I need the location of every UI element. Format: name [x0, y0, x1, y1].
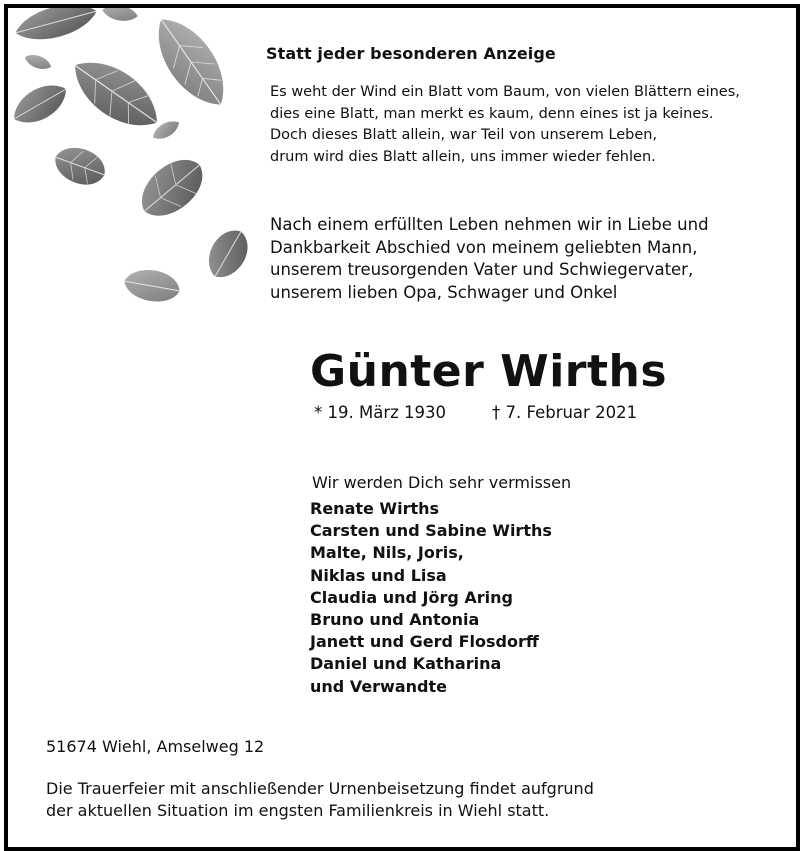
obituary-card — [4, 4, 800, 851]
poem-line: Es weht der Wind ein Blatt vom Baum, von vielen Blättern eines, — [270, 84, 740, 100]
leaf-icon — [130, 148, 213, 228]
leaf-icon — [143, 8, 240, 118]
intro-line: Dankbarkeit Abschied von meinem geliebten Mann, — [270, 237, 698, 257]
notice-line: der aktuellen Situation im engsten Familienkreis in Wiehl statt. — [46, 801, 550, 820]
leaf-icon — [12, 8, 101, 47]
poem — [270, 82, 740, 168]
poem-line: drum wird dies Blatt allein, uns immer wieder fehlen. — [270, 148, 656, 165]
miss-text: Wir werden Dich sehr vermissen — [312, 473, 572, 492]
signer: Janett und Gerd Flosdorff — [310, 632, 539, 652]
leaf-icon — [101, 8, 139, 24]
falling-leaves-illustration — [8, 8, 258, 318]
signer: Niklas und Lisa — [310, 565, 447, 585]
leaf-icon — [23, 52, 53, 73]
signers-list — [310, 498, 552, 698]
leaf-icon — [200, 223, 256, 285]
leaf-icon — [8, 76, 73, 132]
leaf-icon — [50, 141, 111, 191]
signer: und Verwandte — [310, 676, 447, 696]
intro-line: Nach einem erfüllten Leben nehmen wir in Liebe und — [270, 215, 709, 234]
intro-text — [270, 214, 709, 304]
signer: Renate Wirths — [310, 499, 440, 518]
address: 51674 Wiehl, Amselweg 12 — [46, 737, 265, 756]
signer: Bruno und Antonia — [310, 610, 480, 630]
signer: Daniel und Katharina — [310, 654, 502, 674]
deceased-name: Günter Wirths — [310, 346, 668, 397]
funeral-notice — [46, 778, 594, 822]
leaf-icon — [62, 47, 170, 141]
signer: Carsten und Sabine Wirths — [310, 521, 552, 541]
heading: Statt jeder besonderen Anzeige — [266, 44, 556, 63]
birth-date: * 19. März 1930 — [314, 403, 447, 422]
notice-line: Die Trauerfeier mit anschließender Urnenbeisetzung findet aufgrund — [46, 779, 594, 798]
intro-line: unserem lieben Opa, Schwager und Onkel — [270, 282, 618, 302]
poem-line: dies eine Blatt, man merkt es kaum, denn eines ist ja keines. — [270, 105, 714, 122]
signer: Malte, Nils, Joris, — [310, 543, 464, 563]
poem-line: Doch dieses Blatt allein, war Teil von unserem Leben, — [270, 127, 658, 143]
signer: Claudia und Jörg Aring — [310, 587, 513, 607]
leaf-icon — [122, 266, 182, 306]
death-date: † 7. Februar 2021 — [492, 403, 638, 422]
intro-line: unserem treusorgenden Vater und Schwiegervater, — [270, 260, 694, 279]
